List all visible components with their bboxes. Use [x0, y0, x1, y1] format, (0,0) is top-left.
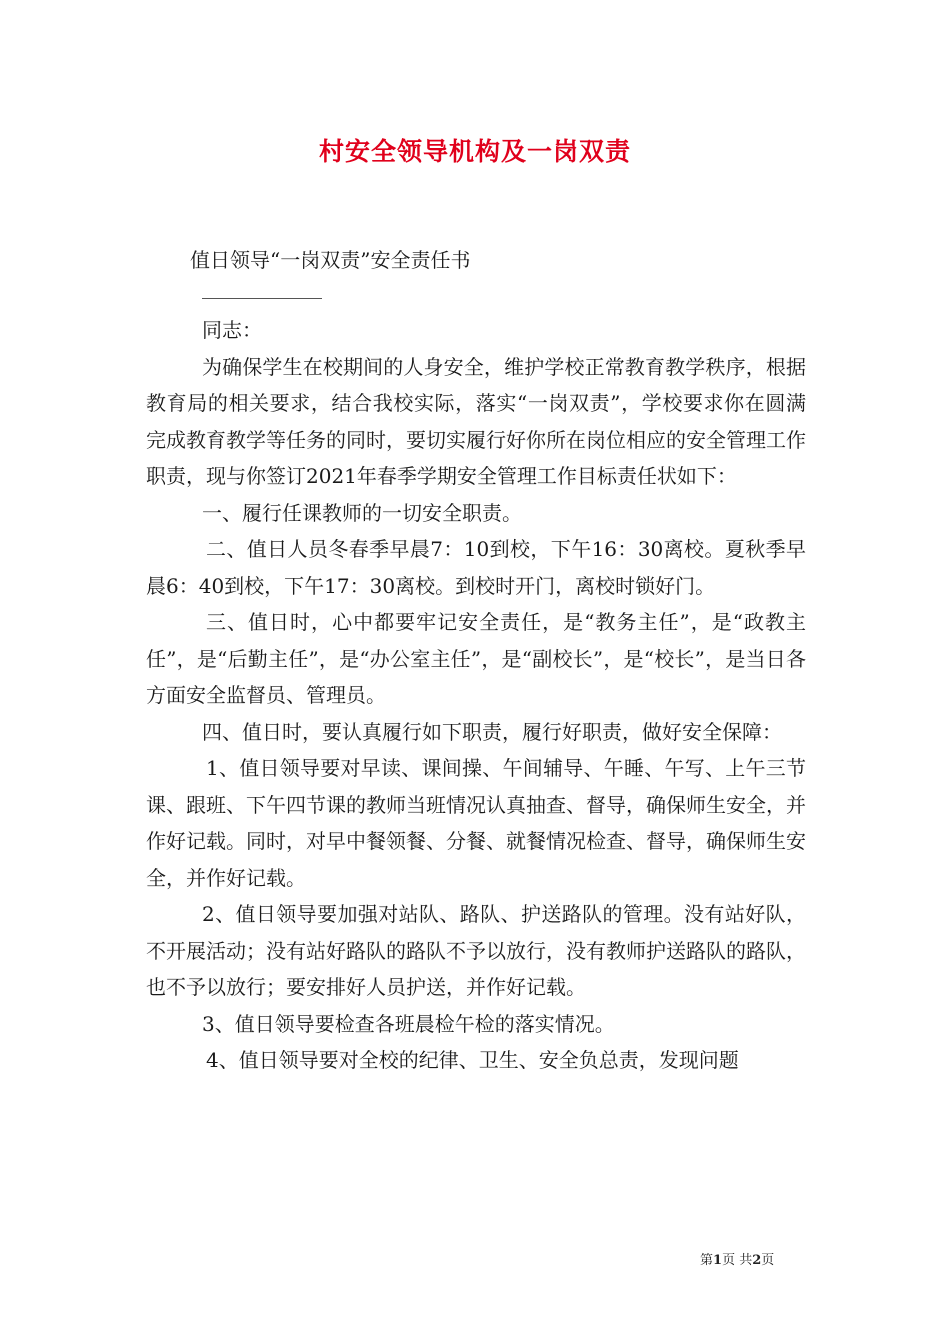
footer-prefix: 第 — [700, 1253, 714, 1268]
document-body — [146, 312, 806, 1079]
footer-middle: 页 共 — [722, 1253, 753, 1268]
paragraph-sub-3: 3、值日领导要检查各班晨检午检的落实情况。 — [202, 1011, 615, 1036]
paragraph-sub-2: 2、值日领导要加强对站队、路队、护送路队的管理。没有站好队，不开展活动；没有站好路队的路队不予以放行，没有教师护送路队的路队，也不予以放行；要安排好人员护送，并作好记载。 — [146, 902, 806, 999]
footer-suffix: 页 — [761, 1253, 775, 1268]
paragraph-sub-1: 1、值日领导要对早读、课间操、午间辅导、午睡、午写、上午三节课、跟班、下午四节课的教师当班情况认真抽查、督导，确保师生安全，并作好记载。同时，对早中餐领餐、分餐、就餐情况检查、督导，确保师生安全，并作好记载。 — [146, 756, 806, 890]
paragraph-item-3: 三、值日时，心中都要牢记安全责任，是“教务主任”，是“政教主任”，是“后勤主任”，是“办公室主任”，是“副校长”，是“校长”，是当日各方面安全监督员、管理员。 — [146, 610, 806, 707]
paragraph-item-4: 四、值日时，要认真履行如下职责，履行好职责，做好安全保障： — [202, 719, 782, 744]
document-title: 村安全领导机构及一岗双责 — [318, 137, 631, 166]
paragraph-item-2: 二、值日人员冬春季早晨7：10到校，下午16：30离校。夏秋季早晨6：40到校，下午17：30离校。到校时开门，离校时锁好门。 — [146, 537, 806, 598]
page-number-footer — [700, 1249, 774, 1268]
name-blank-line — [202, 298, 322, 299]
salutation: 同志： — [202, 318, 262, 342]
total-page-count: 2 — [752, 1253, 762, 1268]
paragraph-sub-4: 4、值日领导要对全校的纪律、卫生、安全负总责，发现问题 — [206, 1048, 739, 1072]
document-subtitle: 值日领导“一岗双责”安全责任书 — [190, 248, 471, 272]
paragraph-item-1: 一、履行任课教师的一切安全职责。 — [202, 500, 522, 525]
paragraph-intro: 为确保学生在校期间的人身安全，维护学校正常教育教学秩序，根据教育局的相关要求，结合我校实际，落实“一岗双责”，学校要求你在圆满完成教育教学等任务的同时，要切实履行好你所在岗位相应的安全管理工作职责，现与你签订2021年春季学期安全管理工作目标责任状如下： — [146, 354, 806, 488]
current-page-number: 1 — [713, 1253, 723, 1268]
